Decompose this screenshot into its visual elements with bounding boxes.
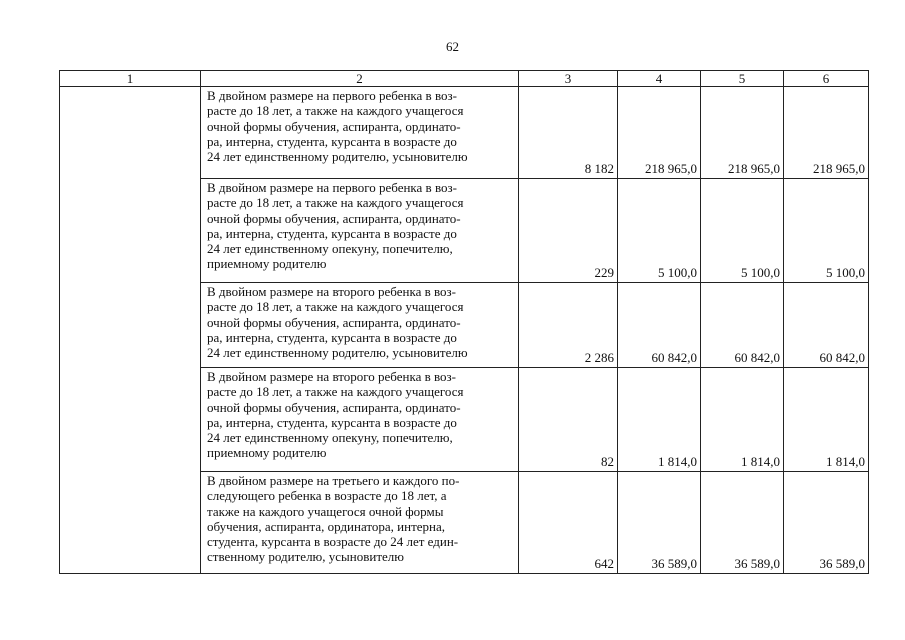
value-cell-6: 36 589,0 xyxy=(784,472,869,574)
value-cell-5: 60 842,0 xyxy=(701,283,784,368)
description-line: очной формы обучения, аспиранта, ординато- xyxy=(207,314,461,330)
description-line: В двойном размере на второго ребенка в воз- xyxy=(207,369,457,384)
description-line: В двойном размере на первого ребенка в воз- xyxy=(207,180,457,195)
description-line: ственному родителю, усыновителю xyxy=(207,549,404,565)
description-line: приемному родителю xyxy=(207,256,327,272)
description-line: ра, интерна, студента, курсанта в возрасте до xyxy=(207,414,457,430)
value-cell-5: 1 814,0 xyxy=(701,368,784,472)
count-cell: 8 182 xyxy=(519,87,618,179)
description-line: В двойном размере на второго ребенка в воз- xyxy=(207,284,457,299)
data-table xyxy=(59,70,869,574)
description-line: расте до 18 лет, а также на каждого учащегося xyxy=(207,103,464,119)
description-line: очной формы обучения, аспиранта, ординато- xyxy=(207,399,461,415)
description-line: также на каждого учащегося очной формы xyxy=(207,503,444,519)
description-line: 24 лет единственному родителю, усыновителю xyxy=(207,345,468,361)
description-cell xyxy=(201,179,519,283)
value-cell-5: 5 100,0 xyxy=(701,179,784,283)
description-line: 24 лет единственному опекуну, попечителю, xyxy=(207,241,453,257)
description-line: расте до 18 лет, а также на каждого учащегося xyxy=(207,384,464,400)
table-body xyxy=(60,87,869,574)
value-cell-5: 36 589,0 xyxy=(701,472,784,574)
column-header-1: 1 xyxy=(60,71,201,87)
count-cell: 2 286 xyxy=(519,283,618,368)
value-cell-6: 60 842,0 xyxy=(784,283,869,368)
column-header-4: 4 xyxy=(618,71,701,87)
description-line: следующего ребенка в возрасте до 18 лет, а xyxy=(207,488,447,504)
description-cell xyxy=(201,368,519,472)
description-line: приемному родителю xyxy=(207,445,327,461)
value-cell-4: 1 814,0 xyxy=(618,368,701,472)
description-line: В двойном размере на первого ребенка в воз- xyxy=(207,88,457,103)
value-cell-6: 5 100,0 xyxy=(784,179,869,283)
count-cell: 82 xyxy=(519,368,618,472)
value-cell-5: 218 965,0 xyxy=(701,87,784,179)
value-cell-6: 218 965,0 xyxy=(784,87,869,179)
description-line: расте до 18 лет, а также на каждого учащегося xyxy=(207,195,464,211)
value-cell-4: 60 842,0 xyxy=(618,283,701,368)
count-cell: 642 xyxy=(519,472,618,574)
value-cell-4: 218 965,0 xyxy=(618,87,701,179)
description-cell xyxy=(201,87,519,179)
description-cell xyxy=(201,283,519,368)
description-line: студента, курсанта в возрасте до 24 лет един- xyxy=(207,534,459,550)
description-line: очной формы обучения, аспиранта, ординато- xyxy=(207,118,461,134)
description-line: ра, интерна, студента, курсанта в возрасте до xyxy=(207,225,457,241)
column-header-3: 3 xyxy=(519,71,618,87)
description-line: расте до 18 лет, а также на каждого учащегося xyxy=(207,299,464,315)
column-header-6: 6 xyxy=(784,71,869,87)
table-row xyxy=(60,87,869,179)
description-cell xyxy=(201,472,519,574)
page-number: 62 xyxy=(446,39,459,54)
column-header-5: 5 xyxy=(701,71,784,87)
description-line: В двойном размере на третьего и каждого по- xyxy=(207,473,460,488)
table-header-row xyxy=(60,71,869,87)
description-line: 24 лет единственному опекуну, попечителю, xyxy=(207,430,453,446)
description-line: ра, интерна, студента, курсанта в возрасте до xyxy=(207,329,457,345)
description-line: обучения, аспиранта, ординатора, интерна, xyxy=(207,518,446,534)
count-cell: 229 xyxy=(519,179,618,283)
value-cell-6: 1 814,0 xyxy=(784,368,869,472)
description-line: 24 лет единственному родителю, усыновителю xyxy=(207,149,468,165)
column-1-cell xyxy=(60,87,201,574)
description-line: ра, интерна, студента, курсанта в возрасте до xyxy=(207,133,457,149)
column-header-2: 2 xyxy=(201,71,519,87)
description-line: очной формы обучения, аспиранта, ординато- xyxy=(207,210,461,226)
value-cell-4: 5 100,0 xyxy=(618,179,701,283)
value-cell-4: 36 589,0 xyxy=(618,472,701,574)
